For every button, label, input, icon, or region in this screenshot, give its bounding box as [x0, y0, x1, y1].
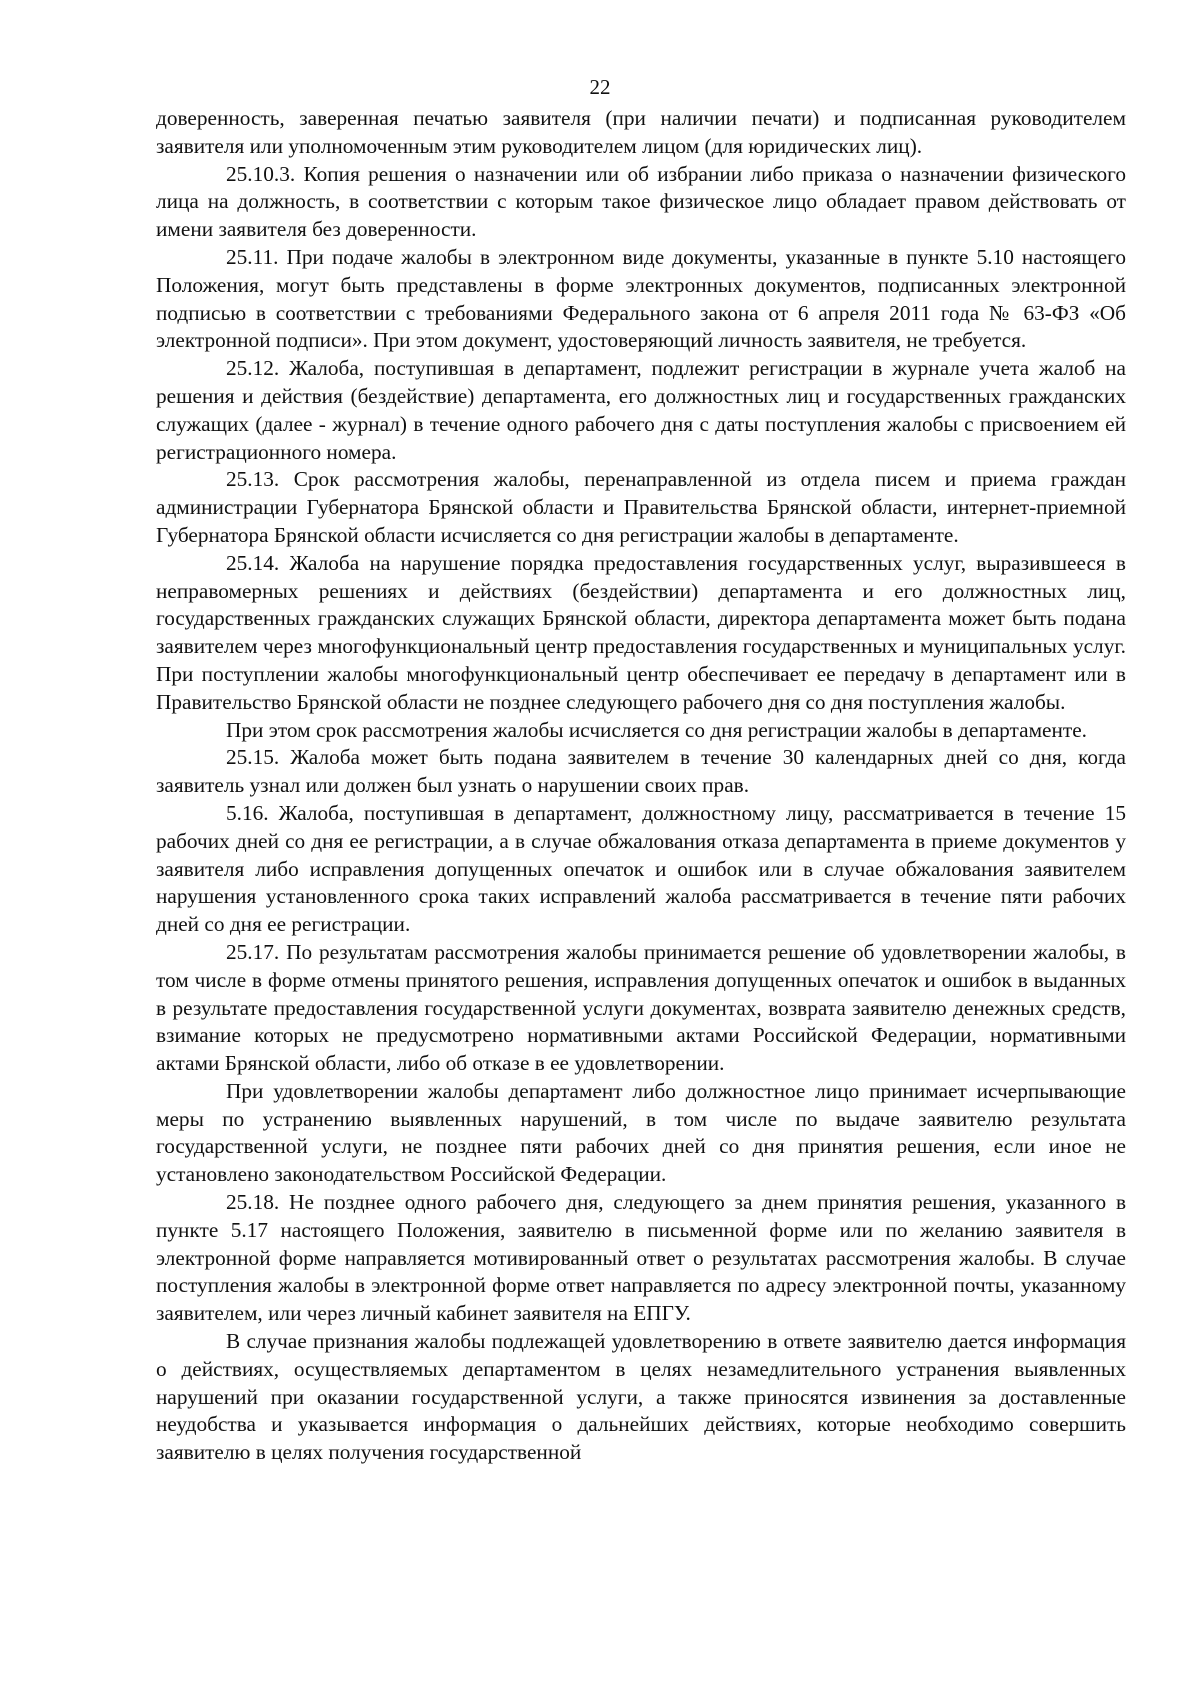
paragraph: 25.11. При подаче жалобы в электронном виде документы, указанные в пункте 5.10 настоящего Положения, могут быть представлены в форме электронных документов, подписанных электронной подписью в соответствии с требованиями Федерального закона от 6 апреля 2011 года № 63-ФЗ «Об электронной подписи». При этом документ, удостоверяющий личность заявителя, не требуется.	[156, 244, 1126, 353]
paragraph: 25.13. Срок рассмотрения жалобы, перенаправленной из отдела писем и приема граждан администрации Губернатора Брянской области и Правительства Брянской области, интернет-приемной Губернатора Брянской области исчисляется со дня регистрации жалобы в департаменте.	[156, 467, 1126, 547]
paragraph: 25.15. Жалоба может быть подана заявителем в течение 30 календарных дней со дня, когда заявитель узнал или должен был узнать о нарушении своих прав.	[156, 745, 1126, 798]
paragraph: 5.16. Жалоба, поступившая в департамент, должностному лицу, рассматривается в течение 15 рабочих дней со дня ее регистрации, а в случае обжалования отказа департамента в приеме документов у заявителя либо исправления допущенных опечаток и ошибок или в случае обжалования заявителем нарушения установленного срока таких исправлений жалоба рассматривается в течение пяти рабочих дней со дня ее регистрации.	[156, 800, 1126, 937]
paragraph: При удовлетворении жалобы департамент либо должностное лицо принимает исчерпывающие меры по устранению выявленных нарушений, в том числе по выдаче заявителю результата государственной услуги, не позднее пяти рабочих дней со дня принятия решения, если иное не установлено законодательством Российской Федерации.	[156, 1078, 1126, 1187]
paragraph: При этом срок рассмотрения жалобы исчисляется со дня регистрации жалобы в департаменте.	[226, 717, 1087, 742]
paragraph: 25.18. Не позднее одного рабочего дня, следующего за днем принятия решения, указанного в пункте 5.17 настоящего Положения, заявителю в письменной форме или по желанию заявителя в электронной форме направляется мотивированный ответ о результатах рассмотрения жалобы. В случае поступления жалобы в электронной форме ответ направляется по адресу электронной почты, указанному заявителем, или через личный кабинет заявителя на ЕПГУ.	[156, 1190, 1126, 1326]
paragraph: 25.10.3. Копия решения о назначении или об избрании либо приказа о назначении физического лица на должность, в соответствии с которым такое физическое лицо обладает правом действовать от имени заявителя без доверенности.	[156, 161, 1126, 242]
document-body	[156, 105, 1126, 1467]
paragraph: В случае признания жалобы подлежащей удовлетворению в ответе заявителю дается информация о действиях, осуществляемых департаментом в целях незамедлительного устранения выявленных нарушений при оказании государственной услуги, а также приносятся извинения за доставленные неудобства и указывается информация о дальнейших действиях, которые необходимо совершить заявителю в целях получения государственной	[156, 1329, 1126, 1465]
paragraph: 25.12. Жалоба, поступившая в департамент, подлежит регистрации в журнале учета жалоб на решения и действия (бездействие) департамента, его должностных лиц и государственных гражданских служащих (далее - журнал) в течение одного рабочего дня с даты поступления жалобы с присвоением ей регистрационного номера.	[156, 356, 1126, 464]
paragraph: 25.14. Жалоба на нарушение порядка предоставления государственных услуг, выразившееся в неправомерных решениях и действиях (бездействии) департамента и его должностных лиц, государственных гражданских служащих Брянской области, директора департамента может быть подана заявителем через многофункциональный центр предоставления государственных и муниципальных услуг. При поступлении жалобы многофункциональный центр обеспечивает ее передачу в департамент или в Правительство Брянской области не позднее следующего рабочего дня со дня поступления жалобы.	[156, 550, 1126, 714]
paragraph: доверенность, заверенная печатью заявителя (при наличии печати) и подписанная руководителем заявителя или уполномоченным этим руководителем лицом (для юридических лиц).	[156, 106, 1126, 158]
paragraph: 25.17. По результатам рассмотрения жалобы принимается решение об удовлетворении жалобы, в том числе в форме отмены принятого решения, исправления допущенных опечаток и ошибок в выданных в результате предоставления государственной услуги документах, возврата заявителю денежных средств, взимание которых не предусмотрено нормативными актами Российской Федерации, нормативными актами Брянской области, либо об отказе в ее удовлетворении.	[156, 939, 1126, 1076]
page-number: 22	[589, 75, 611, 99]
